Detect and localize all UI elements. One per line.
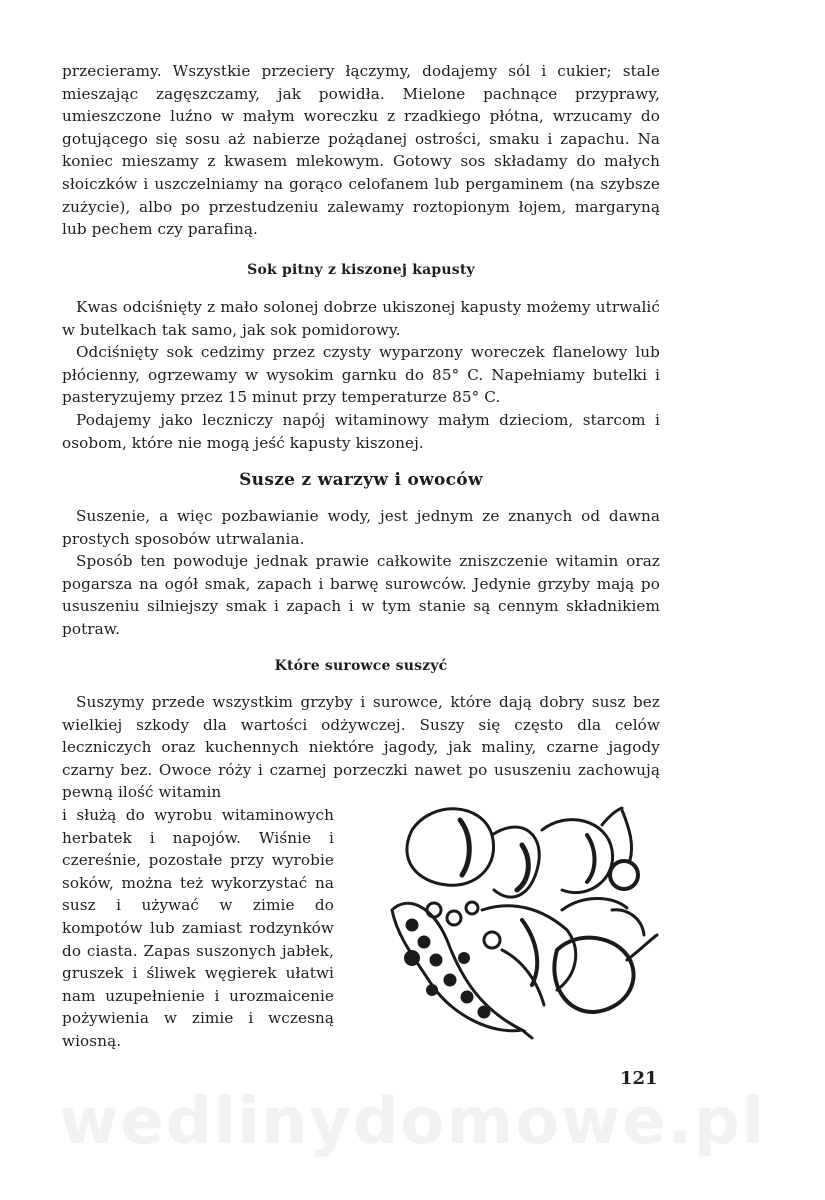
paragraph-juice-pasteurize: Odciśnięty sok cedzimy przez czysty wyparzony woreczek flanelowy lub płócienny, ogrzewamy w wysokim garnku do 85° C. Napełniamy butelki i pasteryzujemy przez 15 minut przy temperaturze 85° C. <box>62 343 660 407</box>
heading-cabbage-juice: Sok pitny z kiszonej kapusty <box>247 262 475 278</box>
paragraph-serving: Podajemy jako leczniczy napój witaminowy małym dzieciom, starcom i osobom, które nie mogą jeść kapusty kiszonej. <box>62 411 660 452</box>
paragraph-sauce-end: przecieramy. Wszystkie przeciery łączymy, dodajemy sól i cukier; stale mieszając zagęszczamy, jak powidła. Mielone pachnące przyprawy, umieszczone luźno w małym woreczku z rzadkiego płótna, wrzucamy do gotującego się sosu aż nabierze pożądanej ostrości, smaku i zapachu. Na koniec mieszamy z kwasem mlekowym. Gotowy sos składamy do małych słoiczków i uszczelniamy na gorąco celofanem lub pergaminem (na szybsze zużycie), albo po przestudzeniu zalewamy roztopionym łojem, margaryną lub pechem czy parafiną. <box>62 62 660 239</box>
heading-dried-produce: Susze z warzyw i owoców <box>239 470 483 490</box>
heading-what-to-dry: Które surowce suszyć <box>274 658 448 674</box>
paragraph-dried-fruit-uses: i służą do wyrobu witaminowych herbatek i napojów. Wiśnie i czereśnie, pozostałe przy wyrobie soków, można też wykorzystać na susz i używać w zimie do kompotów lub zamiast rodzynków do ciasta. Zapas suszonych jabłek, gruszek i śliwek węgierek ułatwi nam uzupełnienie i urozmaicenie pożywienia w zimie i wczesną wiosną. <box>62 806 334 1050</box>
watermark: wedlinydomowe.pl <box>59 1085 766 1159</box>
paragraph-drying-effects: Sposób ten powoduje jednak prawie całkowite zniszczenie witamin oraz pogarsza na ogół smak, zapach i barwę surowców. Jedynie grzyby mają po ususzeniu silniejszy smak i zapach i w tym stanie są cennym składnikiem potraw. <box>62 552 660 638</box>
page-number: 121 <box>620 1068 658 1089</box>
fruit-illustration <box>372 790 662 1060</box>
paragraph-cabbage-brine: Kwas odciśnięty z mało solonej dobrze ukiszonej kapusty możemy utrwalić w butelkach tak samo, jak sok pomidorowy. <box>62 298 660 339</box>
paragraph-drying-intro: Suszenie, a więc pozbawianie wody, jest jednym ze znanych od dawna prostych sposobów utrwalania. <box>62 507 660 548</box>
paragraph-what-to-dry: Suszymy przede wszystkim grzyby i surowce, które dają dobry susz bez wielkiej szkody dla wartości odżywczej. Suszy się często dla celów leczniczych oraz kuchennych niektóre jagody, jak maliny, czarne jagody czarny bez. Owoce róży i czarnej porzeczki nawet po ususzeniu zachowują pewną ilość witamin <box>62 693 660 802</box>
